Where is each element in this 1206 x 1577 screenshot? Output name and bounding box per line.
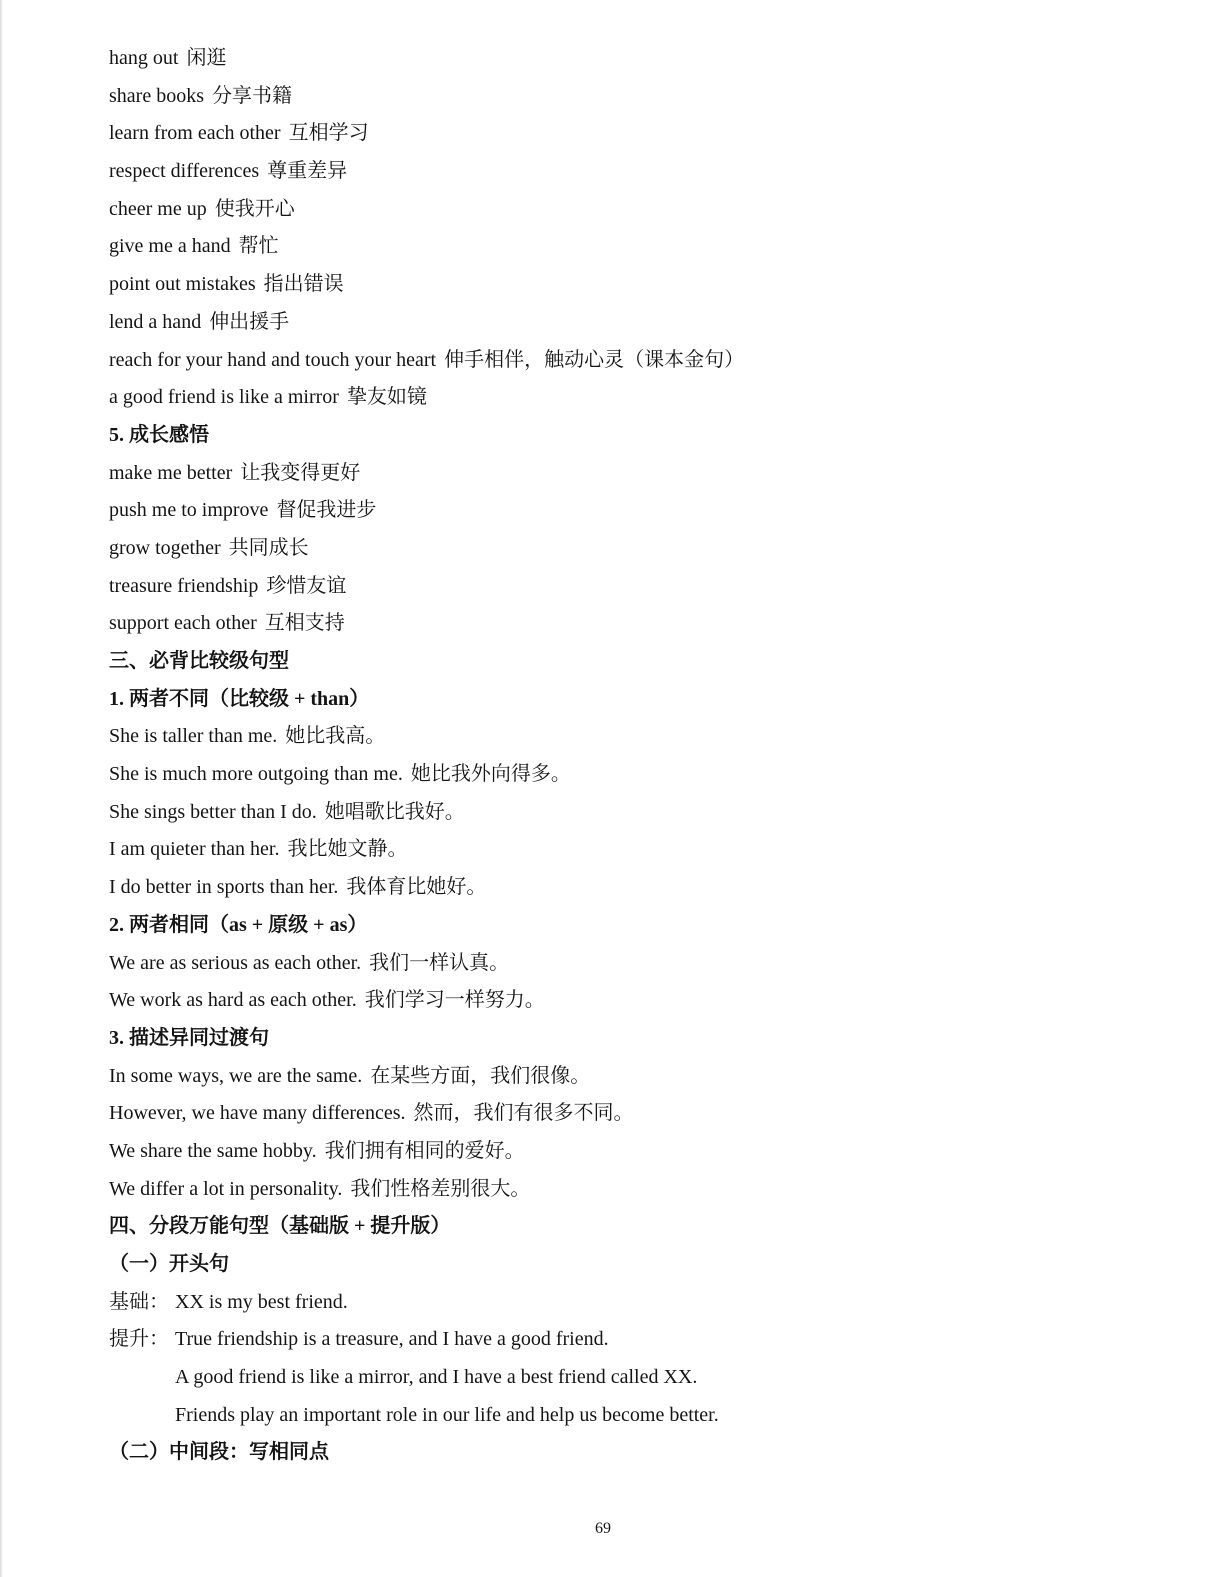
- basic-sentence: XX is my best friend.: [175, 1290, 348, 1313]
- section-4-title: 四、分段万能句型（基础版 + 提升版）: [109, 1215, 451, 1238]
- phrase-line: learn from each other 互相学习: [109, 122, 369, 145]
- page-edge: [0, 0, 3, 1577]
- subsection-1-title: 1. 两者不同（比较级 + than）: [109, 687, 370, 710]
- sentence-line: We share the same hobby. 我们拥有相同的爱好。: [109, 1139, 525, 1162]
- phrase-line: reach for your hand and touch your heart 伸手相伴，触动心灵（课本金句）: [109, 348, 745, 371]
- sentence-line: We differ a lot in personality. 我们性格差别很大。: [109, 1177, 531, 1200]
- phrase-line: make me better 让我变得更好: [109, 461, 361, 484]
- sentence-line: We are as serious as each other. 我们一样认真。: [109, 951, 510, 974]
- phrase-line: push me to improve 督促我进步: [109, 499, 377, 522]
- sentence-line: We work as hard as each other. 我们学习一样努力。: [109, 989, 545, 1012]
- phrase-line: hang out 闲逛: [109, 47, 227, 69]
- advanced-sentence: True friendship is a treasure, and I have a good friend.: [175, 1328, 609, 1351]
- sentence-line: She is much more outgoing than me. 她比我外向得多。: [109, 763, 571, 786]
- part-2-title: （二）中间段：写相同点: [109, 1441, 329, 1464]
- phrase-line: share books 分享书籍: [109, 84, 292, 107]
- phrase-line: lend a hand 伸出援手: [109, 310, 290, 333]
- basic-sentence-line: [109, 1284, 1169, 1322]
- sentence-line: She sings better than I do. 她唱歌比我好。: [109, 800, 465, 823]
- part-1-title: （一）开头句: [109, 1253, 229, 1275]
- sentence-line: She is taller than me. 她比我高。: [109, 725, 386, 748]
- advanced-sentence: Friends play an important role in our life and help us become better.: [175, 1403, 719, 1426]
- subsection-2-title: 2. 两者相同（as + 原级 + as）: [109, 913, 368, 936]
- phrase-line: support each other 互相支持: [109, 612, 345, 635]
- phrase-line: a good friend is like a mirror 挚友如镜: [109, 386, 427, 409]
- advanced-sentence: A good friend is like a mirror, and I have a best friend called XX.: [175, 1366, 698, 1389]
- document-body: [109, 40, 1169, 1472]
- advanced-sentence-line: [109, 1321, 1169, 1359]
- phrase-line: treasure friendship 珍惜友谊: [109, 574, 347, 597]
- heading-growth: 5. 成长感悟: [109, 423, 209, 446]
- phrase-line: cheer me up 使我开心: [109, 197, 295, 220]
- sentence-line: However, we have many differences. 然而，我们有很多不同。: [109, 1102, 634, 1125]
- subsection-3-title: 3. 描述异同过渡句: [109, 1026, 269, 1049]
- sentence-line: In some ways, we are the same. 在某些方面，我们很像。: [109, 1064, 591, 1087]
- page-number: 69: [595, 1520, 611, 1537]
- phrase-line: point out mistakes 指出错误: [109, 273, 344, 296]
- phrase-line: give me a hand 帮忙: [109, 235, 279, 258]
- sentence-line: I do better in sports than her. 我体育比她好。: [109, 876, 487, 899]
- sentence-line: I am quieter than her. 我比她文静。: [109, 838, 408, 861]
- basic-label: 基础：: [109, 1290, 169, 1313]
- advanced-label: 提升：: [109, 1328, 169, 1351]
- phrase-line: grow together 共同成长: [109, 536, 309, 559]
- section-3-title: 三、必背比较级句型: [109, 650, 289, 672]
- phrase-line: respect differences 尊重差异: [109, 160, 348, 183]
